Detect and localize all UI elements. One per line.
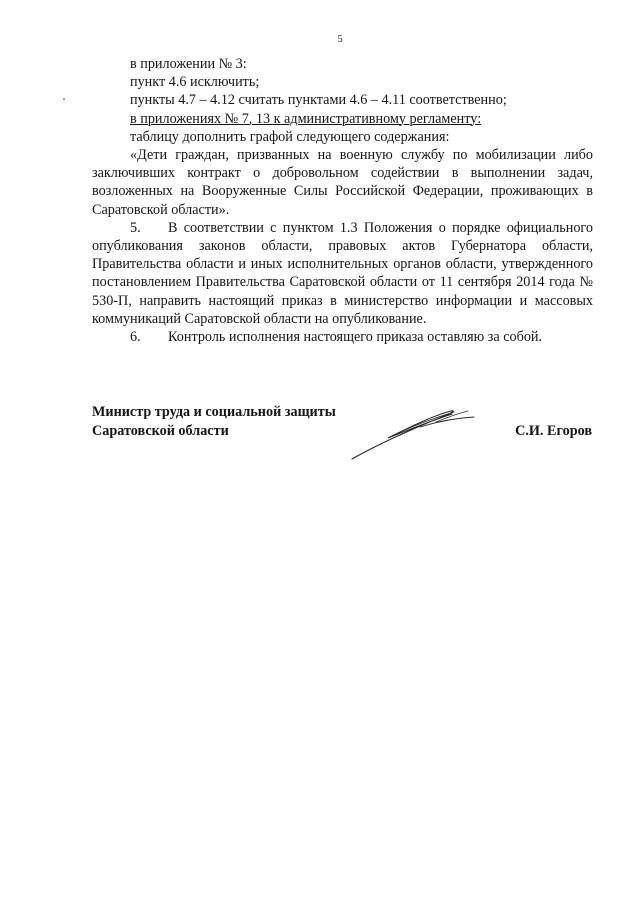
paragraph-6-number: 6. [130,329,141,346]
paragraph-6 [92,328,593,346]
document-body [92,55,593,346]
signature-block [92,403,592,473]
paragraph-5-number: 5. [130,219,141,236]
signatory-title-line1: Министр труда и социальной защиты [92,404,336,420]
paragraph-5-text: В соответствии с пунктом 1.3 Положения о порядке официального опубликования законов области, правовых актов Губернатора области, Правительства области и иных исполнительных органов области, утвержденного постановлением Правительства Саратовской области от 11 сентября 2014 года № 530-П, направить настоящий приказ в министерство информации и массовых коммуникаций Саратовской области на опубликование. [92,219,593,327]
signatory-name: С.И. Егоров [515,423,592,439]
paragraph-5 [92,219,593,328]
handwritten-signature [348,402,478,462]
margin-mark [63,98,65,100]
line-appendix-7-13: в приложениях № 7, 13 к административному регламенту: [130,110,482,127]
quoted-column-text: «Дети граждан, призванных на военную службу по мобилизации либо заключивших контракт о добровольном содействии в выполнении задач, возложенных на Вооруженные Силы Российской Федерации, проживающих в Саратовской области». [92,147,593,218]
signatory-title [92,403,336,440]
line-exclude-4-6: пункт 4.6 исключить; [130,74,260,91]
line-appendix-3: в приложении № 3: [130,56,247,72]
paragraph-6-text: Контроль исполнения настоящего приказа оставляю за собой. [168,329,543,346]
page-number: 5 [337,33,343,45]
line-renumber: пункты 4.7 – 4.12 считать пунктами 4.6 – 4.11 соответственно; [130,92,507,109]
line-add-column: таблицу дополнить графой следующего содержания: [130,128,450,145]
signatory-title-line2: Саратовской области [92,422,229,439]
